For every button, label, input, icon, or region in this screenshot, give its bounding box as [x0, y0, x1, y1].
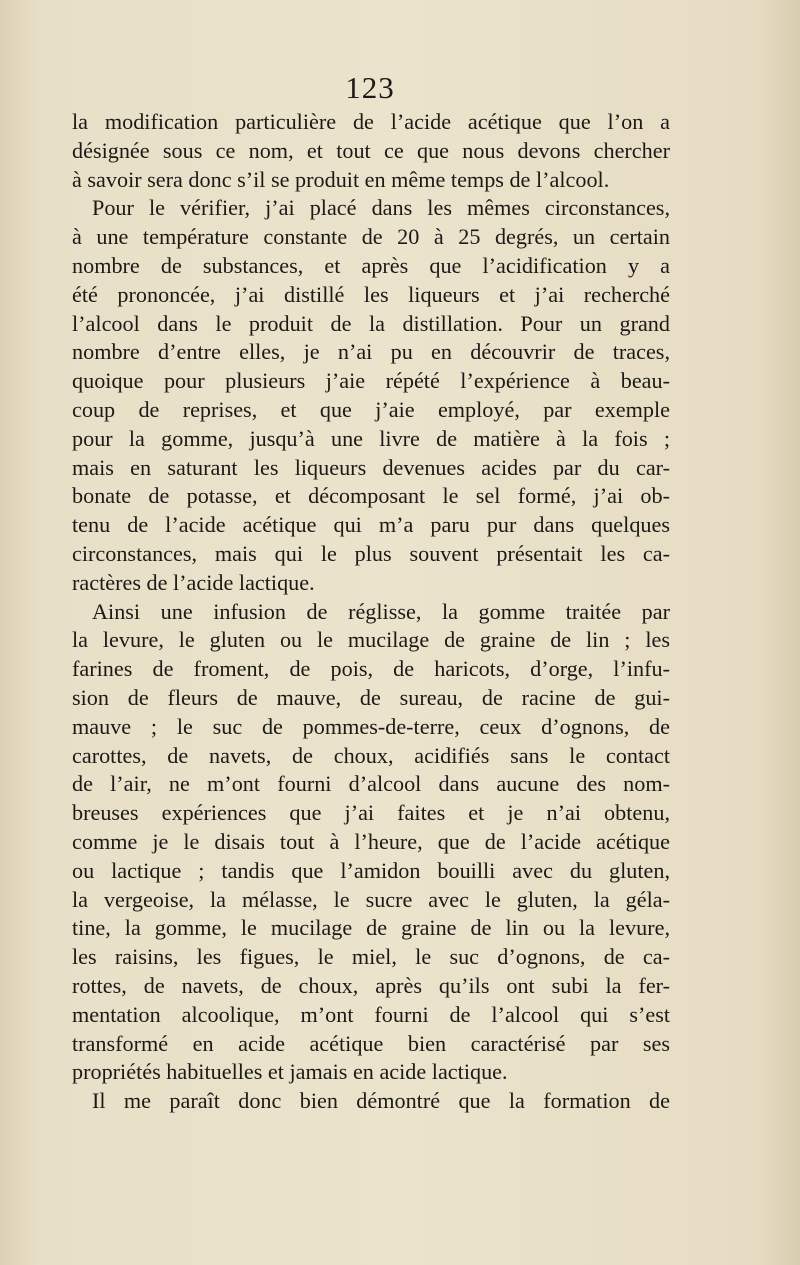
text-line: tenu de l’acide acétique qui m’a paru pur dans quelques: [72, 512, 670, 538]
text-line: à savoir sera donc s’il se produit en même temps de l’alcool.: [72, 166, 610, 192]
text-line: mauve ; le suc de pommes-de-terre, ceux d’ognons, de: [72, 713, 670, 739]
text-line: quoique pour plusieurs j’aie répété l’expérience à beau-: [72, 368, 670, 394]
text-line: circonstances, mais qui le plus souvent présentait les ca-: [72, 540, 670, 566]
text-line: la levure, le gluten ou le mucilage de graine de lin ; les: [72, 627, 670, 653]
page-number: 123: [345, 70, 395, 105]
text-line: farines de froment, de pois, de haricots, d’orge, l’infu-: [72, 656, 670, 682]
text-line: mentation alcoolique, m’ont fourni de l’alcool qui s’est: [72, 1001, 670, 1027]
text-line: coup de reprises, et que j’aie employé, par exemple: [72, 396, 670, 422]
text-line: Ainsi une infusion de réglisse, la gomme traitée par: [92, 598, 670, 624]
text-line: mais en saturant les liqueurs devenues acides par du car-: [72, 454, 670, 480]
text-line: ractères de l’acide lactique.: [72, 569, 315, 595]
text-line: carottes, de navets, de choux, acidifiés sans le contact: [72, 742, 670, 768]
text-line: bonate de potasse, et décomposant le sel formé, j’ai ob-: [72, 483, 670, 509]
text-line: ou lactique ; tandis que l’amidon bouilli avec du gluten,: [72, 857, 670, 883]
text-line: désignée sous ce nom, et tout ce que nous devons chercher: [72, 137, 670, 163]
text-line: nombre d’entre elles, je n’ai pu en découvrir de traces,: [72, 339, 670, 365]
text-line: l’alcool dans le produit de la distillation. Pour un grand: [72, 310, 670, 336]
text-line: la modification particulière de l’acide acétique que l’on a: [72, 109, 670, 134]
text-line: breuses expériences que j’ai faites et je n’ai obtenu,: [72, 800, 670, 826]
text-line: rottes, de navets, de choux, après qu’ils ont subi la fer-: [72, 972, 670, 998]
text-line: pour la gomme, jusqu’à une livre de matière à la fois ;: [72, 425, 670, 451]
text-line: tine, la gomme, le mucilage de graine de lin ou la levure,: [72, 915, 670, 941]
text-line: la vergeoise, la mélasse, le sucre avec le gluten, la géla-: [72, 886, 670, 912]
body-text: [72, 108, 670, 1116]
text-line: de l’air, ne m’ont fourni d’alcool dans aucune des nom-: [72, 771, 670, 797]
text-line: Il me paraît donc bien démontré que la formation de: [92, 1088, 670, 1114]
text-line: sion de fleurs de mauve, de sureau, de racine de gui-: [72, 684, 670, 710]
text-line: à une température constante de 20 à 25 degrés, un certain: [72, 224, 670, 250]
text-line: les raisins, les figues, le miel, le suc d’ognons, de ca-: [72, 944, 670, 970]
text-line: Pour le vérifier, j’ai placé dans les mêmes circonstances,: [92, 195, 670, 221]
text-line: transformé en acide acétique bien caractérisé par ses: [72, 1030, 670, 1056]
text-line: nombre de substances, et après que l’acidification y a: [72, 252, 670, 278]
text-line: été prononcée, j’ai distillé les liqueurs et j’ai recherché: [72, 281, 670, 307]
text-line: propriétés habituelles et jamais en acide lactique.: [72, 1059, 508, 1085]
text-line: comme je le disais tout à l’heure, que de l’acide acétique: [72, 828, 670, 854]
